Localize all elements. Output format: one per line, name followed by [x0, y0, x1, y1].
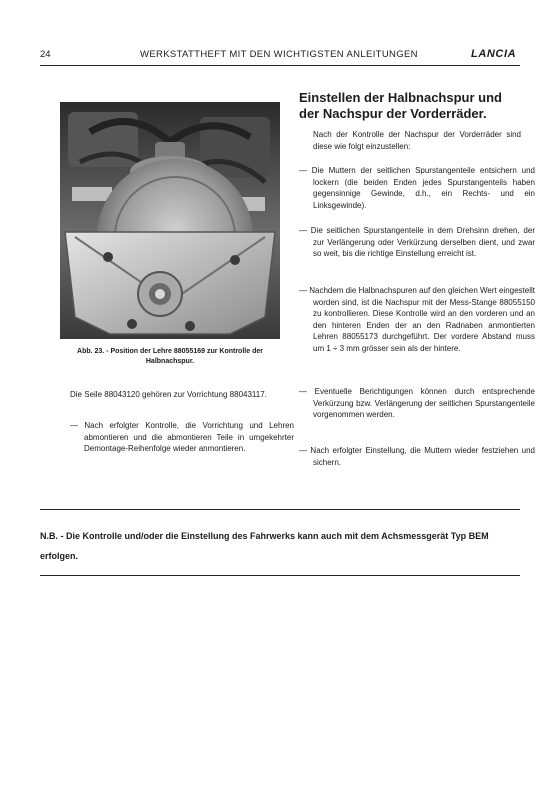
section-intro: Nach der Kontrolle der Nachspur der Vorderräder sind diese wie folgt einzustellen: [313, 130, 521, 151]
figure-caption-line-1: Abb. 23. - Position der Lehre 88055169 zur Kontrolle der [77, 348, 263, 355]
page-number: 24 [40, 49, 51, 60]
instruction-item: — Nachdem die Halbnachspuren auf den gleichen Wert eingestellt worden sind, ist die Nachspur mit der Mess-Stange 88055150 zu kontrollieren. Diese Kontrolle wird an den vorderen und an den hinteren Enden der an den Radnaben anmontierten Lehren 88055173 durchgeführt. Der vordere Abstand muss um 1 ÷ 3 mm grösser sein als der hintere. [299, 286, 535, 353]
figure-photo [60, 102, 280, 339]
running-header-title: WERKSTATTHEFT MIT DEN WICHTIGSTEN ANLEITUNGEN [140, 49, 418, 60]
figure-caption [58, 347, 282, 366]
instruction-item: — Eventuelle Berichtigungen können durch entsprechende Verkürzung bzw. Verlängerung der seitlichen Spurstangenteile vorgenommen werden. [299, 387, 535, 420]
instruction-item: — Die Muttern der seitlichen Spurstangenteile entsichern und lockern (die beiden Enden jedes Spurstangenteils haben gegensinnige Gewinde, d.h., ein Rechts- und ein Linksgewinde). [299, 166, 535, 210]
note-text: N.B. - Die Kontrolle und/oder die Einstellung des Fahrwerks kann auch mit dem Achsmessgerät Typ BEM erfolgen. [40, 531, 489, 561]
left-paragraph-1: Die Seile 88043120 gehören zur Vorrichtung 88043117. [70, 390, 267, 399]
brand-logo-text: LANCIA [471, 48, 517, 60]
header-rule [40, 65, 520, 66]
figure-caption-line-2: Halbnachspur. [145, 357, 195, 365]
wheel-hub-photo-illustration [60, 102, 280, 339]
instruction-item: — Nach erfolgter Einstellung, die Muttern wieder festziehen und sichern. [299, 446, 535, 467]
note-bottom-rule [40, 575, 520, 576]
section-heading: Einstellen der Halbnachspur und der Nachspur der Vorderräder. [299, 90, 502, 121]
left-paragraph-2: — Nach erfolgter Kontrolle, die Vorrichtung und Lehren abmontieren und die abmontieren Teile in umgekehrter Demontage-Reihenfolge wieder anmontieren. [70, 421, 294, 454]
note-top-rule [40, 509, 520, 510]
instruction-item: — Die seitlichen Spurstangenteile in dem Drehsinn drehen, der zur Verlängerung oder Verkürzung derselben dient, und zwar so weit, bis die richtige Einstellung erreicht ist. [299, 226, 535, 259]
